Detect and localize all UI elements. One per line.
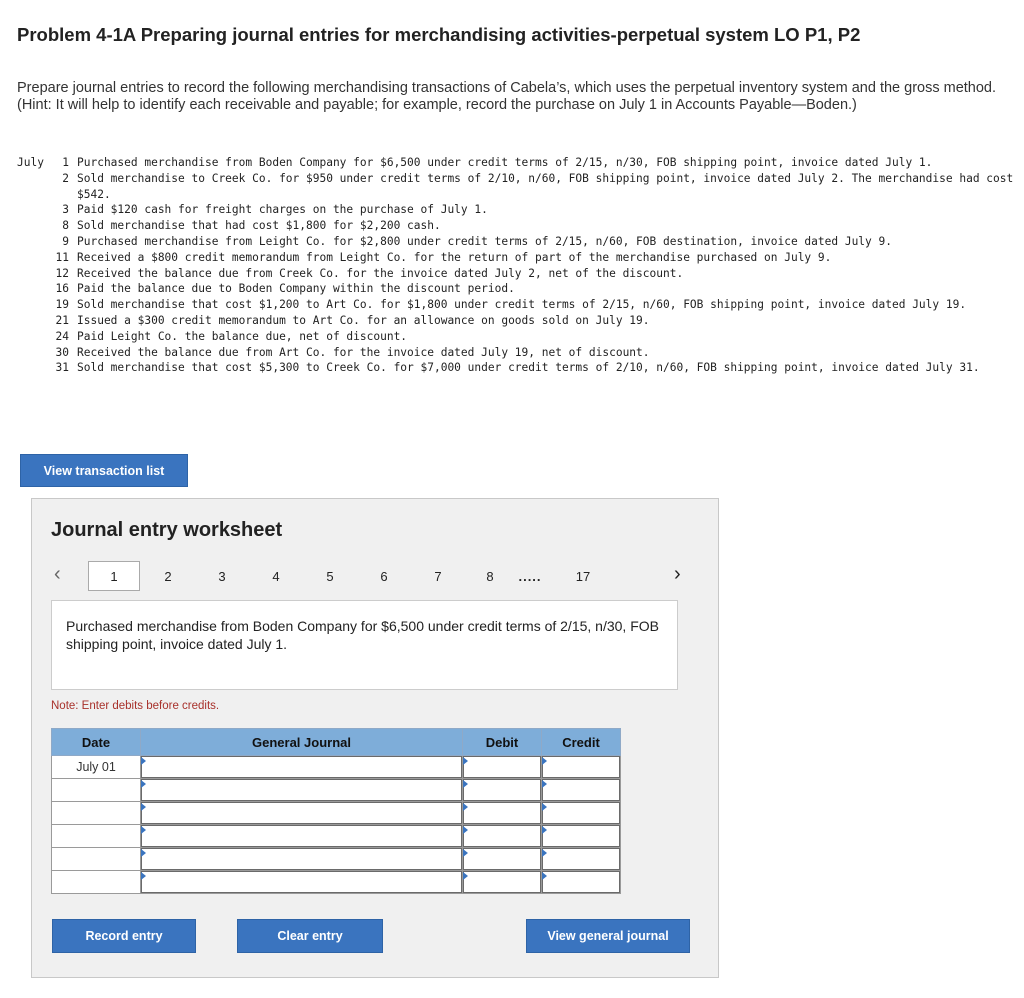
dropdown-marker-icon <box>463 872 468 880</box>
page-6[interactable]: 6 <box>380 568 388 584</box>
transaction-item <box>17 313 1017 329</box>
account-cell <box>141 756 463 779</box>
credit-input[interactable] <box>542 871 620 893</box>
transaction-text: Sold merchandise that cost $1,200 to Art Co. for $1,800 under credit terms of 2/15, n/60, FOB shipping point, invoice dated July 19. <box>77 298 967 312</box>
account-cell <box>141 802 463 825</box>
transaction-month <box>17 360 47 376</box>
dropdown-marker-icon <box>463 826 468 834</box>
transaction-day: 11 <box>55 250 69 264</box>
transaction-month <box>17 202 47 218</box>
page-7[interactable]: 7 <box>434 568 442 584</box>
transaction-description: Purchased merchandise from Boden Company for $6,500 under credit terms of 2/15, n/30, FOB shipping point, invoice dated July 1. <box>51 600 678 690</box>
transaction-day: 30 <box>55 345 69 359</box>
account-cell <box>141 871 463 894</box>
table-row <box>52 848 621 871</box>
transaction-day: 31 <box>55 361 69 375</box>
dropdown-marker-icon <box>141 826 146 834</box>
transaction-item <box>17 329 1017 345</box>
transaction-day: 21 <box>55 313 69 327</box>
transaction-list <box>17 155 1017 376</box>
transaction-item <box>17 345 1017 361</box>
credit-input[interactable] <box>542 825 620 847</box>
transaction-day: 3 <box>62 203 69 217</box>
transaction-item <box>17 281 1017 297</box>
instructions: Prepare journal entries to record the following merchandising transactions of Cabela’s, which uses the perpetual inventory system and the gross method. (Hint: It will help to identify each receivable and payable; for example, record the purchase on July 1 in Accounts Payable—Boden.) <box>17 80 997 113</box>
table-row <box>52 779 621 802</box>
page-ellipsis: ..... <box>518 568 542 584</box>
transaction-item <box>17 218 1017 234</box>
credit-cell <box>542 848 621 871</box>
dropdown-marker-icon <box>542 757 547 765</box>
debit-input[interactable] <box>463 756 541 778</box>
credit-input[interactable] <box>542 848 620 870</box>
transaction-item <box>17 202 1017 218</box>
credit-cell <box>542 779 621 802</box>
transaction-month <box>17 281 47 297</box>
transaction-text: Paid Leight Co. the balance due, net of discount. <box>77 329 408 343</box>
transaction-month <box>17 329 47 345</box>
view-transaction-list-button[interactable]: View transaction list <box>20 454 188 487</box>
transaction-text: Purchased merchandise from Leight Co. for $2,800 under credit terms of 2/15, n/60, FOB destination, invoice dated July 9. <box>77 234 892 248</box>
page-8[interactable]: 8 <box>486 568 494 584</box>
debit-input[interactable] <box>463 825 541 847</box>
date-header: Date <box>52 729 141 756</box>
dropdown-marker-icon <box>141 780 146 788</box>
dropdown-marker-icon <box>463 803 468 811</box>
general-journal-header: General Journal <box>141 729 463 756</box>
table-row <box>52 871 621 894</box>
transaction-item <box>17 297 1017 313</box>
debit-input[interactable] <box>463 802 541 824</box>
dropdown-marker-icon <box>141 757 146 765</box>
debit-input[interactable] <box>463 779 541 801</box>
debit-cell <box>463 779 542 802</box>
account-input[interactable] <box>141 848 462 870</box>
page-3[interactable]: 3 <box>218 568 226 584</box>
dropdown-marker-icon <box>463 780 468 788</box>
credit-input[interactable] <box>542 802 620 824</box>
debit-cell <box>463 848 542 871</box>
transaction-item <box>17 266 1017 282</box>
transaction-text: Received the balance due from Creek Co. for the invoice dated July 2, net of the discount. <box>77 266 684 280</box>
debit-cell <box>463 871 542 894</box>
account-input[interactable] <box>141 871 462 893</box>
transaction-day: 12 <box>55 266 69 280</box>
credit-cell <box>542 825 621 848</box>
debit-cell <box>463 802 542 825</box>
transaction-day: 1 <box>62 156 69 169</box>
transaction-month <box>17 171 47 203</box>
chevron-right-icon[interactable]: › <box>674 563 681 585</box>
transaction-month <box>17 345 47 361</box>
transaction-month <box>17 234 47 250</box>
transaction-text: Issued a $300 credit memorandum to Art Co. for an allowance on goods sold on July 19. <box>77 313 650 327</box>
view-general-journal-button[interactable]: View general journal <box>526 919 690 953</box>
transaction-text: Received a $800 credit memorandum from Leight Co. for the return of part of the merchandise purchased on July 9. <box>77 250 832 264</box>
table-row <box>52 825 621 848</box>
journal-entry-worksheet <box>31 498 719 978</box>
clear-entry-button[interactable]: Clear entry <box>237 919 383 953</box>
transaction-text: Purchased merchandise from Boden Company for $6,500 under credit terms of 2/15, n/30, FOB shipping point, invoice dated July 1. <box>77 156 933 169</box>
dropdown-marker-icon <box>463 757 468 765</box>
date-cell[interactable] <box>52 848 141 871</box>
credit-cell <box>542 871 621 894</box>
debit-input[interactable] <box>463 848 541 870</box>
page-title: Problem 4-1A Preparing journal entries for merchandising activities-perpetual system LO P1, P2 <box>17 24 861 45</box>
transaction-day: 9 <box>62 234 69 248</box>
dropdown-marker-icon <box>542 872 547 880</box>
chevron-left-icon[interactable]: ‹ <box>54 563 61 585</box>
date-cell[interactable] <box>52 779 141 802</box>
transaction-item <box>17 234 1017 250</box>
dropdown-marker-icon <box>542 826 547 834</box>
debit-header: Debit <box>463 729 542 756</box>
transaction-month <box>17 313 47 329</box>
credit-header: Credit <box>542 729 621 756</box>
table-row <box>52 802 621 825</box>
transaction-day: 2 <box>62 171 69 185</box>
transaction-day: 24 <box>55 329 69 343</box>
page-17[interactable]: 17 <box>575 568 591 584</box>
date-cell[interactable]: July 01 <box>52 756 141 779</box>
transaction-text: Sold merchandise that had cost $1,800 for $2,200 cash. <box>77 219 441 233</box>
debit-cell <box>463 825 542 848</box>
transaction-item <box>17 155 1017 171</box>
record-entry-button[interactable]: Record entry <box>52 919 196 953</box>
credit-input[interactable] <box>542 756 620 778</box>
transaction-item <box>17 250 1017 266</box>
page-1[interactable]: 1 <box>88 561 140 591</box>
transaction-month: July <box>17 156 44 169</box>
dropdown-marker-icon <box>542 780 547 788</box>
transaction-day: 19 <box>55 298 69 312</box>
transaction-item <box>17 360 1017 376</box>
account-input[interactable] <box>141 779 462 801</box>
transaction-text: Received the balance due from Art Co. for the invoice dated July 19, net of discount. <box>77 345 650 359</box>
dropdown-marker-icon <box>542 849 547 857</box>
dropdown-marker-icon <box>141 872 146 880</box>
entry-pager <box>32 561 720 591</box>
page-2[interactable]: 2 <box>164 568 172 584</box>
credit-cell <box>542 756 621 779</box>
account-input[interactable] <box>141 825 462 847</box>
page-4[interactable]: 4 <box>272 568 280 584</box>
dropdown-marker-icon <box>463 849 468 857</box>
account-cell <box>141 825 463 848</box>
journal-table <box>51 728 621 894</box>
debit-input[interactable] <box>463 871 541 893</box>
worksheet-title: Journal entry worksheet <box>51 519 283 541</box>
credit-cell <box>542 802 621 825</box>
credit-input[interactable] <box>542 779 620 801</box>
date-cell[interactable] <box>52 871 141 894</box>
transaction-month <box>17 266 47 282</box>
account-cell <box>141 779 463 802</box>
dropdown-marker-icon <box>141 803 146 811</box>
transaction-item <box>17 171 1017 203</box>
transaction-month <box>17 297 47 313</box>
date-cell[interactable] <box>52 825 141 848</box>
page-5[interactable]: 5 <box>326 568 334 584</box>
transaction-text: Paid the balance due to Boden Company within the discount period. <box>77 282 515 296</box>
transaction-month <box>17 250 47 266</box>
dropdown-marker-icon <box>141 849 146 857</box>
transaction-text: Paid $120 cash for freight charges on the purchase of July 1. <box>77 203 488 217</box>
dropdown-marker-icon <box>542 803 547 811</box>
note-text: Note: Enter debits before credits. <box>51 700 220 712</box>
account-cell <box>141 848 463 871</box>
transaction-text: Sold merchandise to Creek Co. for $950 under credit terms of 2/10, n/60, FOB shipping point, invoice dated July 2. The merchandise had cost $542. <box>77 171 1014 201</box>
account-input[interactable] <box>141 802 462 824</box>
table-row <box>52 756 621 779</box>
debit-cell <box>463 756 542 779</box>
account-input[interactable] <box>141 756 462 778</box>
transaction-month <box>17 218 47 234</box>
transaction-day: 8 <box>62 219 69 233</box>
transaction-day: 16 <box>55 282 69 296</box>
transaction-text: Sold merchandise that cost $5,300 to Creek Co. for $7,000 under credit terms of 2/10, n/60, FOB shipping point, invoice dated July 31. <box>77 361 980 375</box>
date-cell[interactable] <box>52 802 141 825</box>
